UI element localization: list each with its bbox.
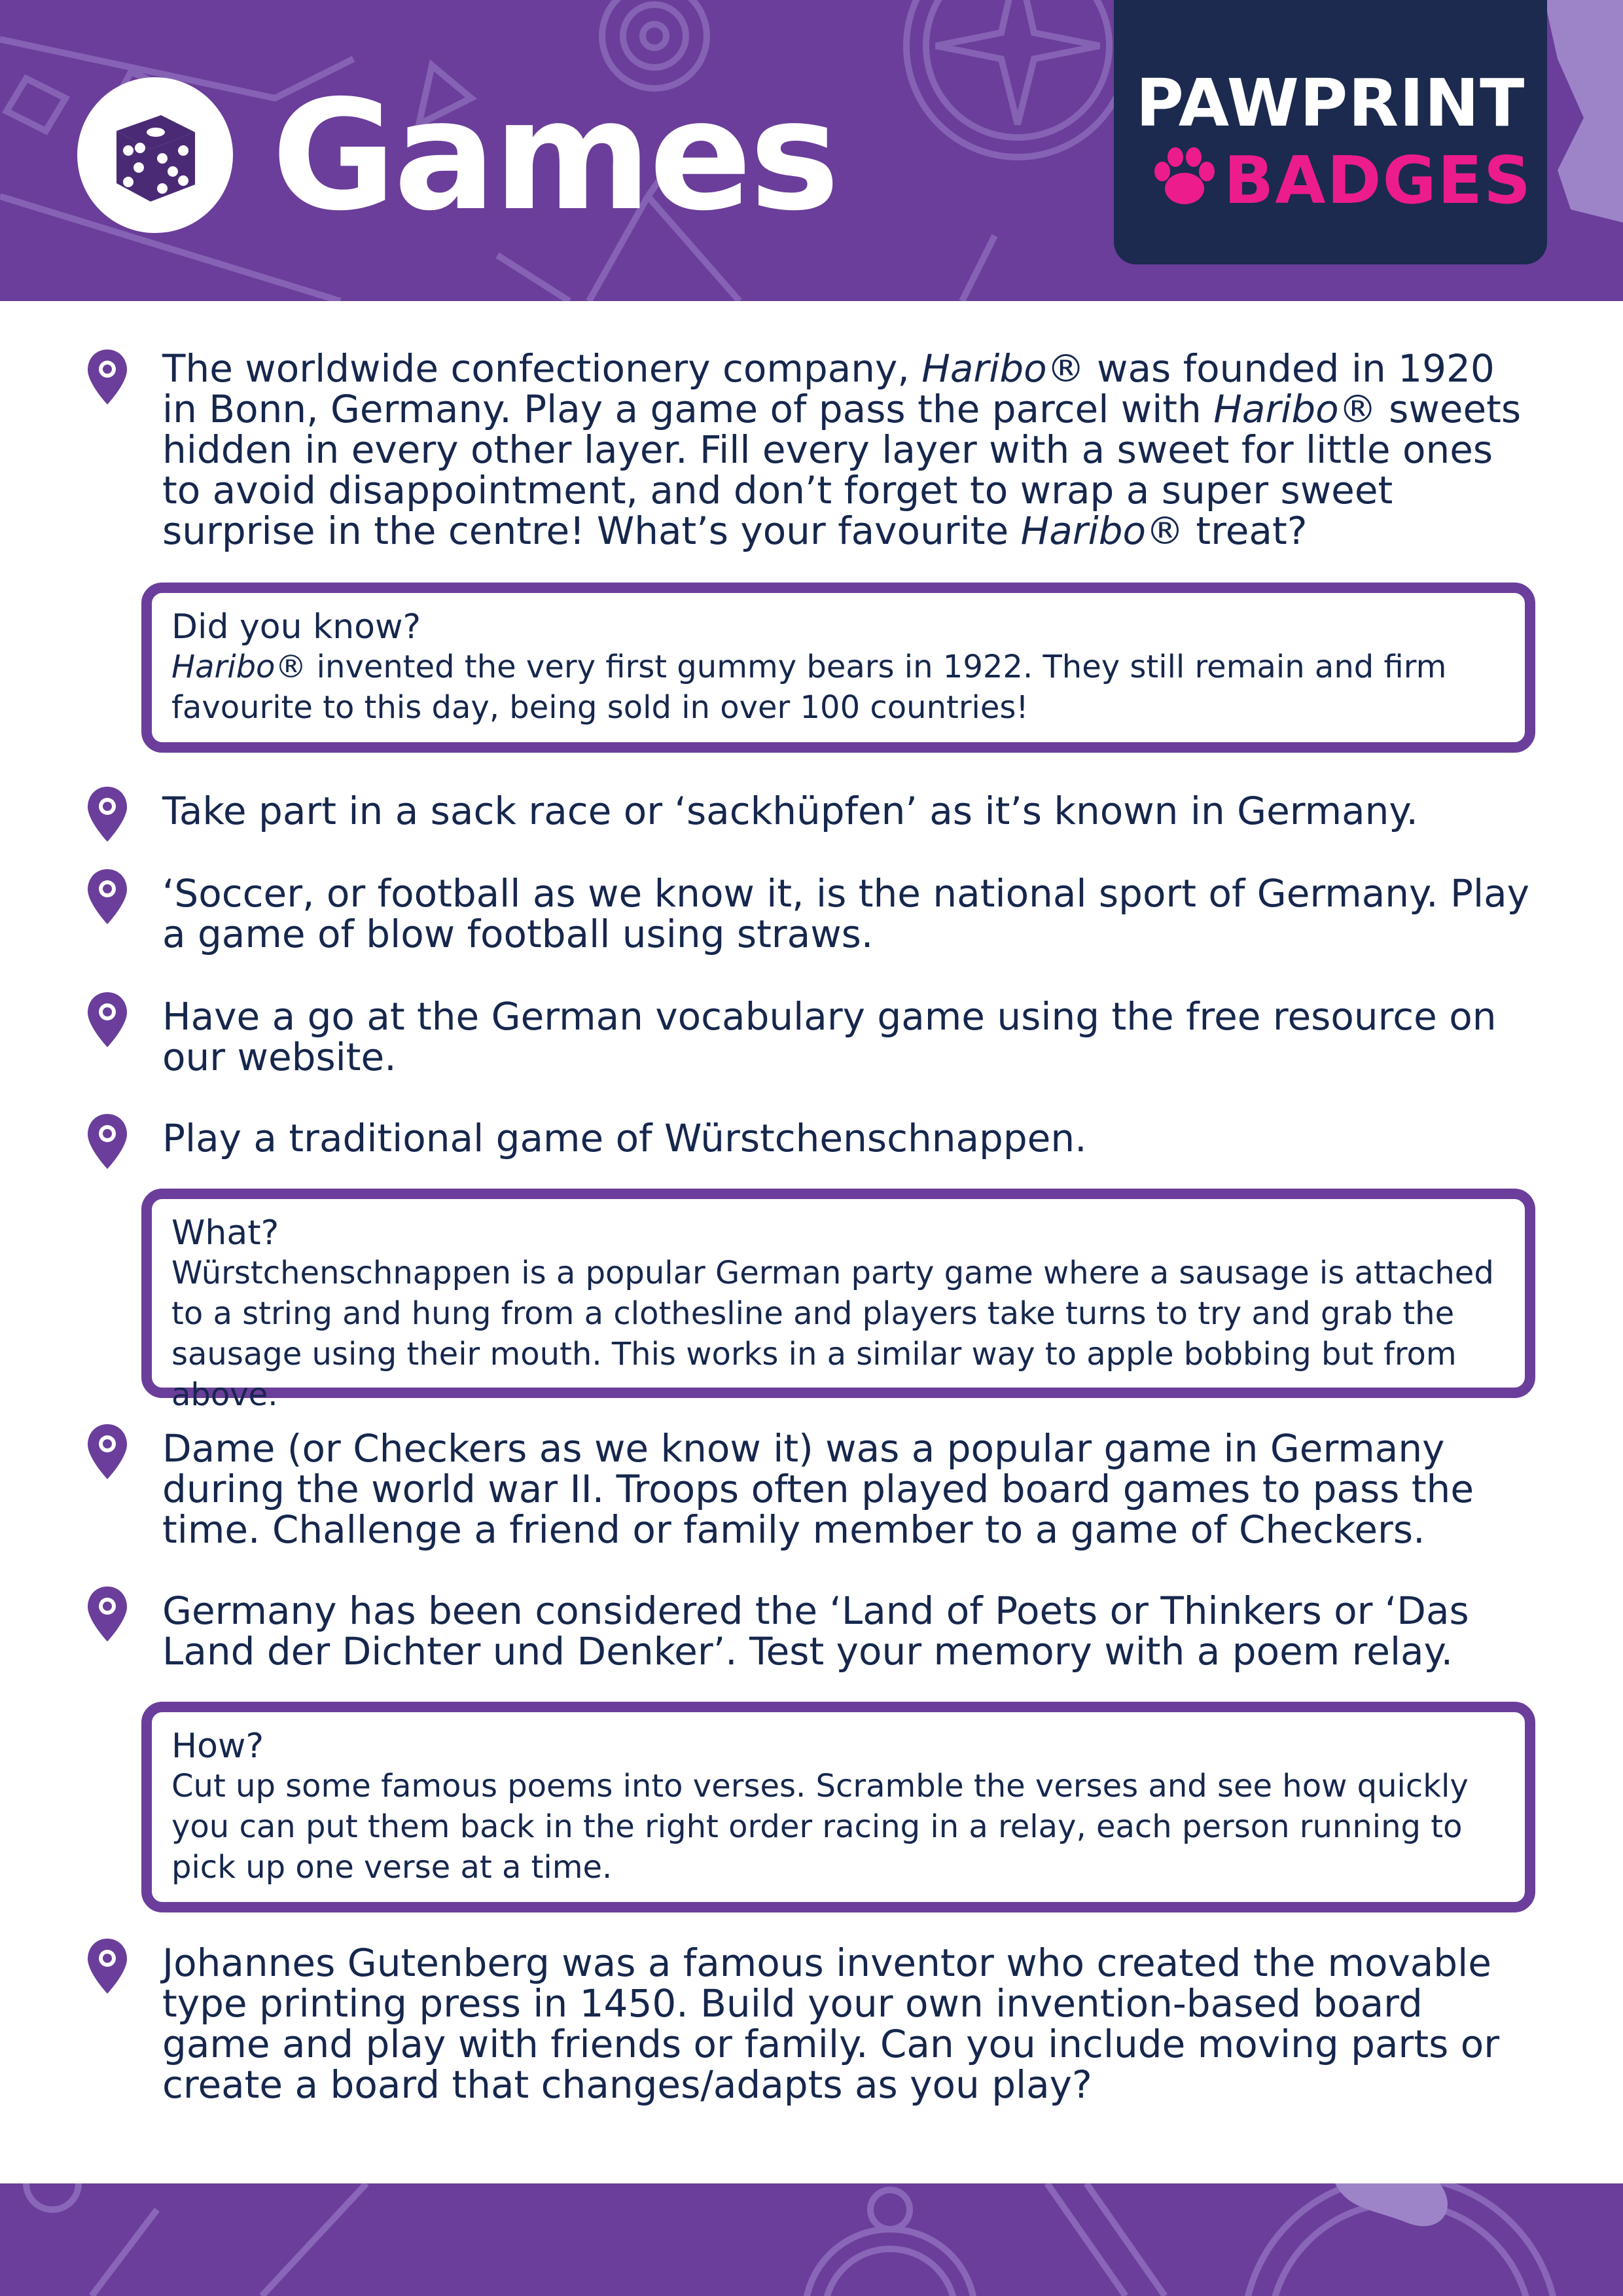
box-body: Würstchenschnappen is a popular German party game where a sausage is attached to a string and hung from a clothesline and players take turns to try and grab the sausage using their mouth. This works in a similar way to apple bobbing but from above. (171, 1255, 1494, 1413)
location-pin-icon (86, 868, 128, 925)
location-pin-icon (86, 348, 128, 406)
list-item-blow-football: ‘Soccer, or football as we know it, is the national sport of Germany. Play a game of blow football using straws. (162, 871, 1529, 956)
header-banner (0, 0, 1623, 301)
location-pin-icon (86, 1113, 128, 1170)
list-item-haribo: The worldwide confectionery company, Haribo® was founded in 1920 in Bonn, Germany. Play a game of pass the parcel with Haribo® sweets hidden in every other layer. Fill every layer with a sweet for little ones to avoid disappointment, and don’t forget to wrap a super sweet surprise in the centre! What’s your favourite Haribo® treat? (162, 346, 1522, 553)
pawprint-badges-logo (1114, 0, 1547, 264)
info-box-what (141, 1189, 1535, 1413)
box-body: Haribo® invented the very first gummy bears in 1922. They still remain and firm favourite to this day, being sold in over 100 countries! (171, 649, 1447, 726)
list-item-sack-race: Take part in a sack race or ‘sackhüpfen’ as it’s known in Germany. (162, 789, 1418, 833)
dice-icon (77, 77, 233, 233)
footer-banner (0, 2183, 1623, 2296)
list-item-wurstchenschnappen: Play a traditional game of Würstchenschnappen. (162, 1116, 1087, 1160)
info-box-did-you-know (141, 583, 1535, 753)
box-heading: What? (171, 1213, 279, 1253)
info-box-how (141, 1702, 1535, 1912)
list-item-poem-relay: Germany has been considered the ‘Land of Poets or Thinkers or ‘Das Land der Dichter und Denker’. Test your memory with a poem relay. (162, 1588, 1469, 1674)
dice-badge (77, 77, 233, 233)
logo-line-pawprint: PAWPRINT (1135, 65, 1525, 141)
paw-icon (1152, 145, 1217, 211)
box-body: Cut up some famous poems into verses. Scramble the verses and see how quickly you can put them back in the right order racing in a relay, each person running to pick up one verse at a time. (171, 1768, 1469, 1886)
location-pin-icon (86, 991, 128, 1049)
logo-line-badges: BADGES (1224, 142, 1533, 219)
box-heading: Did you know? (171, 607, 421, 647)
list-item-checkers: Dame (or Checkers as we know it) was a popular game in Germany during the world war II. Troops often played board games to pass the time. Challenge a friend or family member to a game of Checkers. (162, 1426, 1474, 1552)
list-item-vocabulary-game: Have a go at the German vocabulary game using the free resource on our website. (162, 994, 1497, 1079)
list-item-gutenberg: Johannes Gutenberg was a famous inventor who created the movable type printing press in 1450. Build your own invention-based board game and play with friends or family. Can you include moving parts or create a board that changes/adapts as you play? (162, 1941, 1500, 2107)
box-heading: How? (171, 1727, 264, 1766)
location-pin-icon (86, 1423, 128, 1480)
page-title: Games (272, 67, 838, 244)
location-pin-icon (86, 785, 128, 843)
location-pin-icon (86, 1937, 128, 1995)
footer-pattern (0, 2183, 1623, 2296)
location-pin-icon (86, 1585, 128, 1643)
